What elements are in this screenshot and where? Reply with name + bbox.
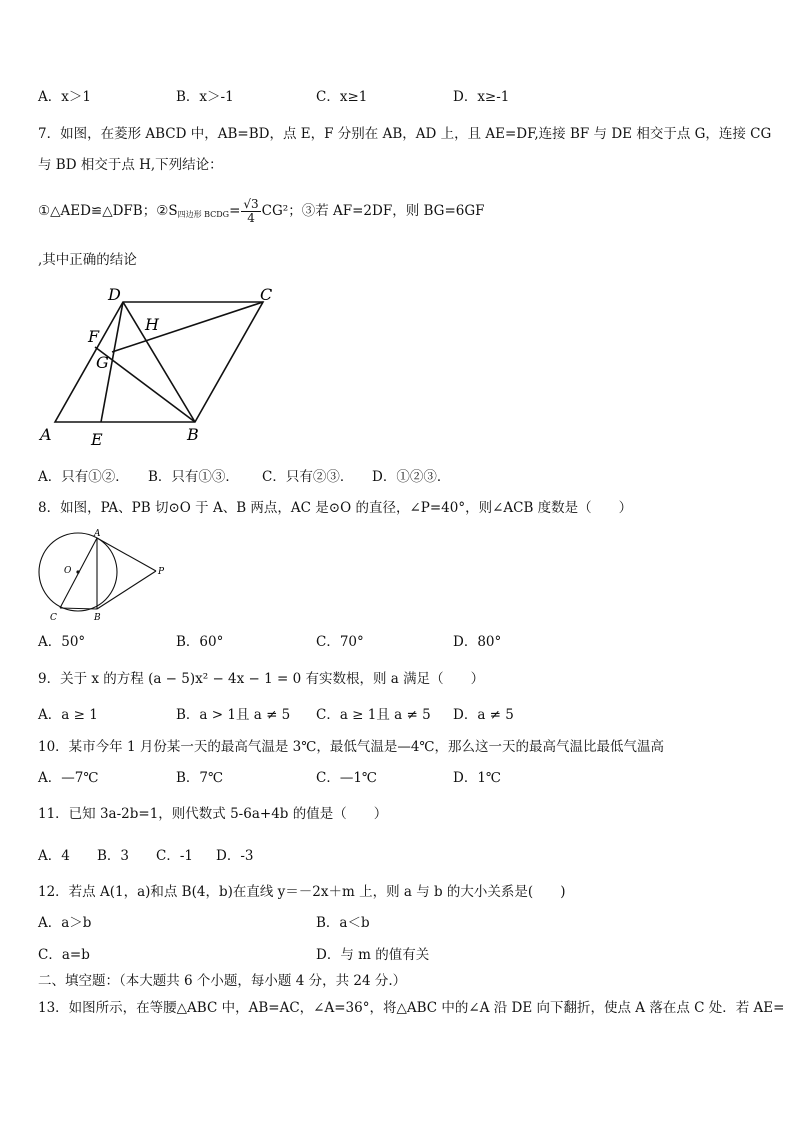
label-b: B xyxy=(94,613,101,623)
q6-option-b: B．x＞-1 xyxy=(176,89,234,105)
q7-rhombus-figure xyxy=(30,280,290,450)
q8-circle-figure xyxy=(34,526,174,626)
label-e: E xyxy=(91,430,103,449)
q7-equals: = xyxy=(229,203,241,219)
label-p: P xyxy=(158,567,165,577)
label-a: A xyxy=(94,529,101,539)
q9-option-d: D．a ≠ 5 xyxy=(453,707,514,723)
q10-option-d: D．1℃ xyxy=(453,770,502,786)
q12-option-c: C．a=b xyxy=(38,947,90,963)
q6-option-d: D．x≥-1 xyxy=(453,89,510,105)
q6-option-a: A．x＞1 xyxy=(38,89,91,105)
q7-stem-line2: 与 BD 相交于点 H,下列结论： xyxy=(38,157,223,173)
q9-option-c: C．a ≥ 1且 a ≠ 5 xyxy=(316,707,431,723)
q11-option-c: C．-1 xyxy=(156,848,193,864)
q7-option-a: A．只有①②． xyxy=(38,469,129,485)
q7-conclusion-part2: CG²；③若 AF=2DF，则 BG=6GF xyxy=(261,203,485,219)
q11-option-d: D．-3 xyxy=(216,848,254,864)
label-g: G xyxy=(96,353,109,372)
q8-option-c: C．70° xyxy=(316,634,364,650)
q7-area-subscript: 四边形 BCDG xyxy=(177,210,230,219)
label-d: D xyxy=(108,285,121,304)
q8-option-b: B．60° xyxy=(176,634,224,650)
label-b: B xyxy=(187,425,199,444)
q9-stem: 9．关于 x 的方程 (a − 5)x² − 4x − 1 = 0 有实数根，则 a 满足（ ） xyxy=(38,671,485,687)
q12-option-d: D．与 m 的值有关 xyxy=(316,947,430,963)
q10-option-b: B．7℃ xyxy=(176,770,224,786)
label-f: F xyxy=(88,327,100,346)
label-a: A xyxy=(40,425,52,444)
q11-option-b: B．3 xyxy=(97,848,130,864)
segment-cg xyxy=(112,302,263,352)
q7-stem-line4: ,其中正确的结论 xyxy=(38,252,137,268)
q7-option-b: B．只有①③． xyxy=(148,469,239,485)
q7-option-c: C．只有②③． xyxy=(262,469,354,485)
q6-option-c: C．x≥1 xyxy=(316,89,368,105)
q8-option-d: D．80° xyxy=(453,634,502,650)
q7-conclusion-part1: ①△AED≌△DFB；②S xyxy=(38,203,178,219)
q7-fraction-numerator: √3 xyxy=(243,197,259,211)
q7-fraction-denominator: 4 xyxy=(247,211,255,225)
q12-stem: 12．若点 A(1，a)和点 B(4，b)在直线 y＝－2x＋m 上，则 a 与 b 的大小关系是( ) xyxy=(38,884,566,900)
tangent-pb xyxy=(97,571,156,609)
q7-stem-line1: 7．如图，在菱形 ABCD 中，AB=BD，点 E，F 分别在 AB，AD 上，且 AE=DF,连接 BF 与 DE 相交于点 G，连接 CG xyxy=(38,126,772,142)
q7-conclusions xyxy=(38,196,485,230)
q11-stem: 11．已知 3a-2b=1，则代数式 5-6a+4b 的值是（ ） xyxy=(38,806,388,822)
label-c: C xyxy=(50,613,57,623)
q8-option-a: A．50° xyxy=(38,634,86,650)
q8-stem: 8．如图，PA、PB 切⊙O 于 A、B 两点，AC 是⊙O 的直径，∠P=40°，则∠ACB 度数是（ ） xyxy=(38,500,633,516)
q7-option-d: D．①②③． xyxy=(372,469,451,485)
label-o: O xyxy=(64,566,72,576)
q10-option-a: A．—7℃ xyxy=(38,770,99,786)
segment-fb xyxy=(95,347,195,422)
q13-stem: 13．如图所示，在等腰△ABC 中，AB=AC，∠A=36°，将△ABC 中的∠A 沿 DE 向下翻折，使点 A 落在点 C 处．若 AE= xyxy=(38,1000,785,1016)
q12-option-a: A．a＞b xyxy=(38,915,92,931)
q10-stem: 10．某市今年 1 月份某一天的最高气温是 3℃，最低气温是—4℃，那么这一天的最高气温比最低气温高 xyxy=(38,739,665,755)
label-h: H xyxy=(145,315,159,334)
center-o-dot xyxy=(76,570,79,573)
q12-option-b: B．a＜b xyxy=(316,915,370,931)
q9-option-a: A．a ≥ 1 xyxy=(38,707,98,723)
q9-option-b: B．a > 1且 a ≠ 5 xyxy=(176,707,291,723)
segment-db xyxy=(123,302,195,422)
section-fill-in-heading: 二、填空题：（本大题共 6 个小题，每小题 4 分，共 24 分.） xyxy=(38,973,407,989)
tangent-pa xyxy=(97,538,156,571)
label-c: C xyxy=(260,285,273,304)
q7-fraction xyxy=(241,198,260,225)
q10-option-c: C．—1℃ xyxy=(316,770,378,786)
q11-option-a: A．4 xyxy=(38,848,70,864)
